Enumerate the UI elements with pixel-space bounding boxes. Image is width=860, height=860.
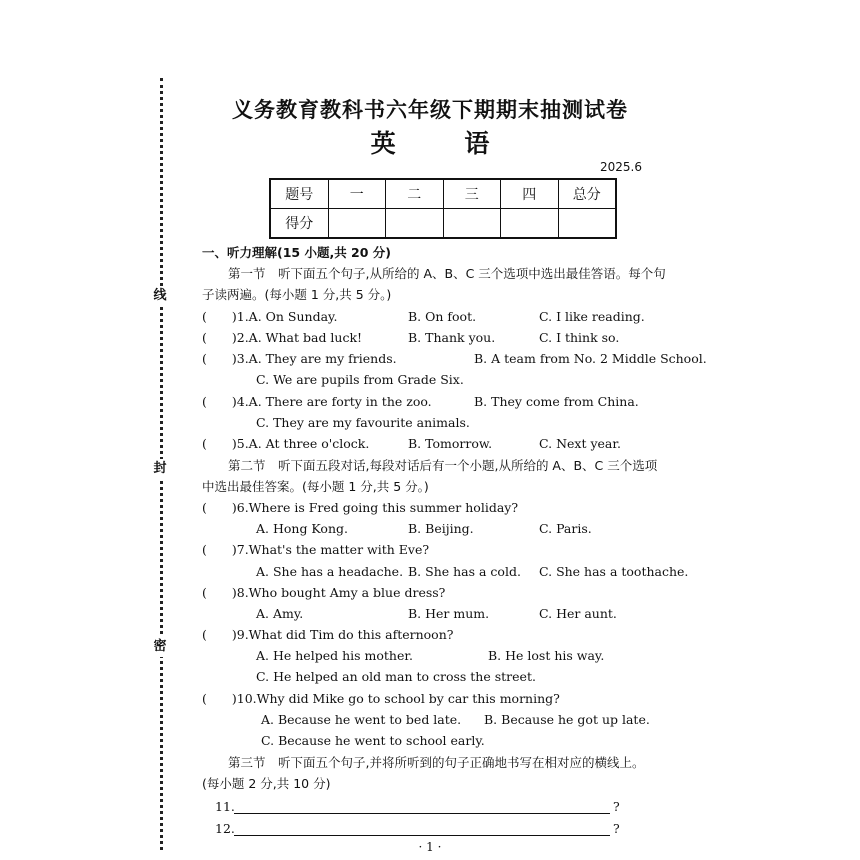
q10-stem: ( )10.Why did Mike go to school by car this morning? [202, 691, 560, 706]
q10-option-b: B. Because he got up late. [484, 712, 650, 727]
q1-option-b: B. On foot. [408, 309, 477, 324]
q8-option-c: C. Her aunt. [539, 606, 617, 621]
score-table-header-row [270, 179, 616, 209]
q6-option-b: B. Beijing. [408, 521, 474, 536]
q6-option-a: A. Hong Kong. [256, 521, 348, 536]
q12-number: 12. [215, 821, 235, 836]
q10-option-a: A. Because he went to bed late. [261, 712, 462, 727]
q9-stem: ( )9.What did Tim do this afternoon? [202, 627, 454, 642]
q2-option-c: C. I think so. [539, 330, 620, 345]
score-cell[interactable] [386, 209, 444, 239]
q10-option-c: C. Because he went to school early. [261, 733, 485, 748]
q8-stem: ( )8.Who bought Amy a blue dress? [202, 585, 446, 600]
q11-question-mark: ? [613, 799, 620, 814]
q7-stem: ( )7.What's the matter with Eve? [202, 542, 430, 557]
q3-option-c: C. We are pupils from Grade Six. [256, 372, 464, 387]
q5-option-b: B. Tomorrow. [408, 436, 493, 451]
q12-answer-line[interactable] [234, 835, 610, 836]
q5-stem: ( )5.A. At three o'clock. [202, 436, 370, 451]
score-table [269, 178, 617, 239]
q2-stem: ( )2.A. What bad luck! [202, 330, 363, 345]
q5-option-c: C. Next year. [539, 436, 621, 451]
score-cell[interactable] [328, 209, 386, 239]
score-cell[interactable] [501, 209, 559, 239]
q3-stem: ( )3.A. They are my friends. [202, 351, 397, 366]
q4-stem: ( )4.A. There are forty in the zoo. [202, 394, 432, 409]
q8-option-b: B. Her mum. [408, 606, 490, 621]
section3-instruction-cont: (每小题 2 分,共 10 分) [202, 776, 331, 791]
q11-number: 11. [215, 799, 235, 814]
exam-date: 2025.6 [600, 160, 642, 174]
score-header-cell: 一 [328, 179, 386, 209]
q8-option-a: A. Amy. [256, 606, 304, 621]
q1-stem: ( )1.A. On Sunday. [202, 309, 338, 324]
q7-option-a: A. She has a headache. [256, 564, 404, 579]
score-cell[interactable] [443, 209, 501, 239]
binding-label-feng: 封 [150, 459, 170, 479]
section3-instruction: 第三节 听下面五个句子,并将所听到的句子正确地书写在相对应的横线上。 [228, 755, 645, 770]
q4-option-b: B. They come from China. [474, 394, 639, 409]
q1-option-c: C. I like reading. [539, 309, 645, 324]
q6-option-c: C. Paris. [539, 521, 592, 536]
score-header-cell: 总分 [558, 179, 616, 209]
q6-stem: ( )6.Where is Fred going this summer holiday? [202, 500, 519, 515]
score-header-cell: 二 [386, 179, 444, 209]
q9-option-b: B. He lost his way. [488, 648, 605, 663]
section1-instruction-cont: 子读两遍。(每小题 1 分,共 5 分。) [202, 287, 392, 302]
exam-title: 义务教育教科书六年级下期期末抽测试卷 [232, 98, 628, 122]
binding-label-xian: 线 [150, 286, 170, 306]
q3-option-b: B. A team from No. 2 Middle School. [474, 351, 707, 366]
page-number: · 1 · [418, 840, 442, 854]
q12-question-mark: ? [613, 821, 620, 836]
score-cell[interactable] [558, 209, 616, 239]
score-header-cell: 三 [443, 179, 501, 209]
q7-option-b: B. She has a cold. [408, 564, 521, 579]
score-header-cell: 题号 [270, 179, 328, 209]
exam-subject: 英 语 [370, 129, 520, 158]
q9-option-a: A. He helped his mother. [256, 648, 413, 663]
section1-instruction: 第一节 听下面五个句子,从所给的 A、B、C 三个选项中选出最佳答语。每个句 [228, 266, 666, 281]
section2-instruction: 第二节 听下面五段对话,每段对话后有一个小题,从所给的 A、B、C 三个选项 [228, 458, 658, 473]
section2-instruction-cont: 中选出最佳答案。(每小题 1 分,共 5 分。) [202, 479, 429, 494]
q11-answer-line[interactable] [234, 813, 610, 814]
q7-option-c: C. She has a toothache. [539, 564, 689, 579]
score-header-cell: 四 [501, 179, 559, 209]
binding-label-mi: 密 [150, 637, 170, 657]
part1-heading: 一、听力理解(15 小题,共 20 分) [202, 245, 392, 260]
q4-option-c: C. They are my favourite animals. [256, 415, 470, 430]
q9-option-c: C. He helped an old man to cross the street. [256, 669, 536, 684]
q2-option-b: B. Thank you. [408, 330, 496, 345]
score-table-score-row [270, 209, 616, 239]
score-row-label: 得分 [270, 209, 328, 239]
